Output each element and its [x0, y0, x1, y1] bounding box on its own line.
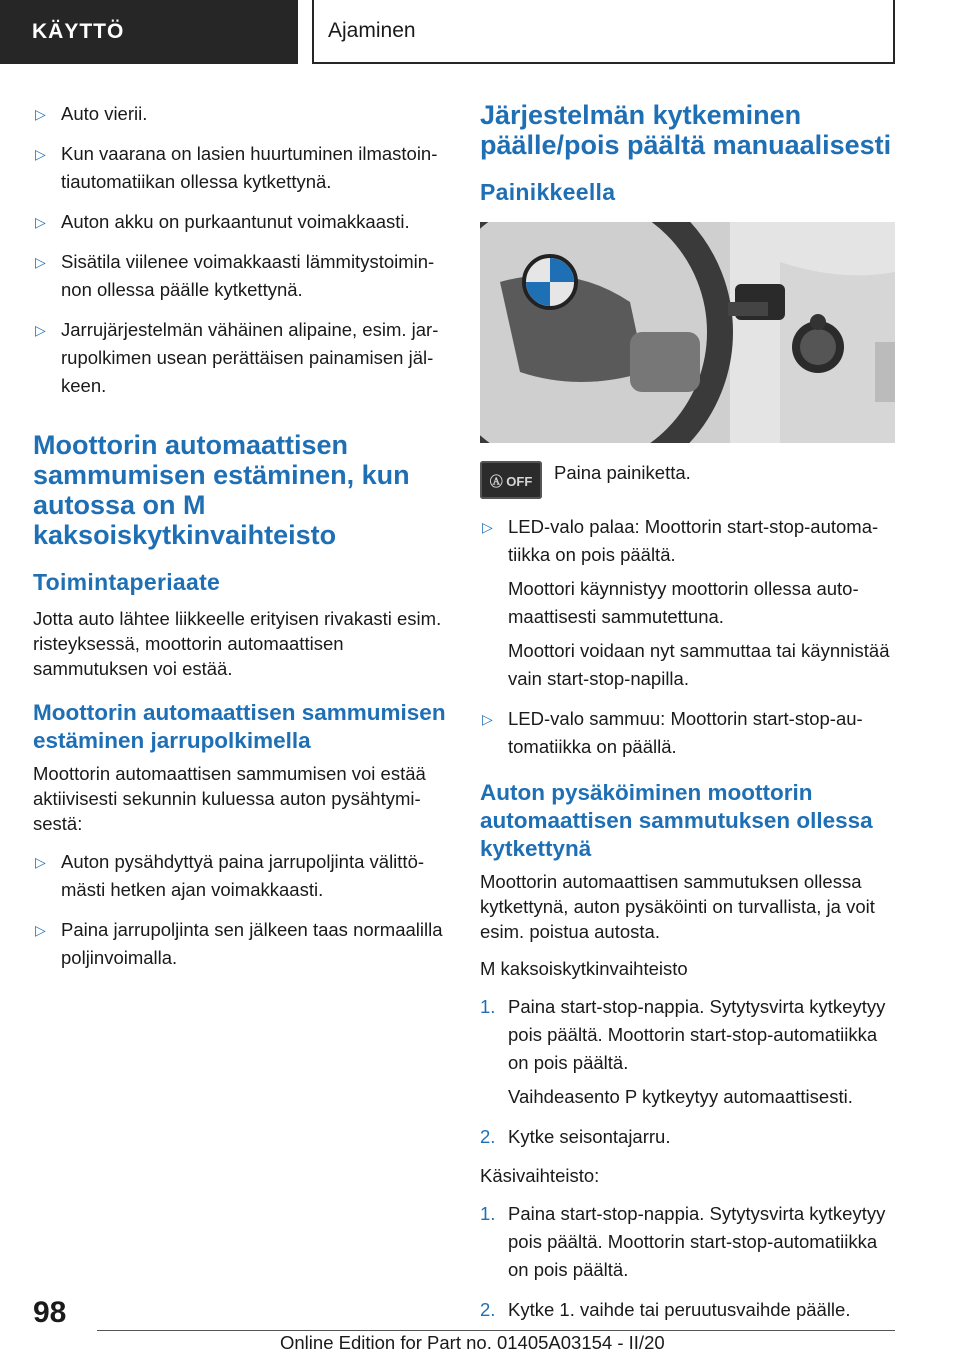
triangle-bullet-icon: ▷ [35, 322, 46, 338]
triangle-bullet-icon: ▷ [482, 519, 493, 535]
paragraph: Moottorin automaattisen sammutuksen ollessa kytkettynä, auton pysäköinti on turvallista, ja voit esim. poistua autosta. [480, 871, 875, 942]
paragraph: Käsivaihteisto: [480, 1165, 600, 1186]
triangle-bullet-icon: ▷ [35, 106, 46, 122]
section-tab [0, 0, 298, 64]
bullet-item: ▷ LED-valo palaa: Moottorin start-stop-automatiikka on pois päältä. Moottori käynnistyy moottorin ollessa automaattisesti sammutettuna. Moottori voidaan nyt sammuttaa tai käynnistää vain start-stop-napilla. [480, 513, 898, 693]
bullet-item: ▷ Auto vierii. [33, 100, 448, 128]
section-heading: Järjestelmän kytkeminen päälle/pois päältä manuaalisesti [480, 100, 892, 160]
page-number: 98 [33, 1296, 67, 1329]
section-title: KÄYTTÖ [32, 20, 125, 43]
bullet-item: ▷ Paina jarrupoljinta sen jälkeen taas normaalilla poljinvoimalla. [33, 916, 448, 972]
auto-start-stop-off-icon: Ⓐ OFF [480, 461, 542, 499]
subsection-heading: Moottorin automaattisen sammumisen estäminen jarrupolkimella [33, 700, 446, 753]
steering-wheel-photo [480, 222, 895, 443]
bullet-item: ▷ Jarrujärjestelmän vähäinen alipaine, esim. jarrupolkimen usean perättäisen painamisen jälkeen. [33, 316, 448, 400]
bullet-item: ▷ Auton akku on purkaantunut voimakkaasti. [33, 208, 448, 236]
left-column [33, 100, 448, 984]
edition-footer: Online Edition for Part no. 01405A03154 - II/20 [280, 1332, 665, 1353]
numbered-item: 1. Paina start-stop-nappia. Sytytysvirta kytkeytyy pois päältä. Moottorin start-stop-automatiikka on pois päältä. [480, 1203, 886, 1280]
triangle-bullet-icon: ▷ [482, 711, 493, 727]
triangle-bullet-icon: ▷ [35, 854, 46, 870]
paragraph: M kaksoiskytkinvaihteisto [480, 958, 688, 979]
chapter-tab [312, 0, 895, 64]
footer-divider [97, 1330, 895, 1331]
bullet-item: ▷ Kun vaarana on lasien huurtuminen ilmastointiautomatiikan ollessa kytkettynä. [33, 140, 448, 196]
numbered-item: 1. Paina start-stop-nappia. Sytytysvirta kytkeytyy pois päältä. Moottorin start-stop-automatiikka on pois päältä. Vaihdeasento P kytkeytyy automaattisesti. [480, 996, 886, 1107]
chapter-title: Ajaminen [328, 19, 416, 42]
button-caption: Paina painiketta. [554, 462, 691, 483]
numbered-item: 2. Kytke seisontajarru. [480, 1126, 671, 1147]
triangle-bullet-icon: ▷ [35, 254, 46, 270]
bullet-item: ▷ Sisätila viilenee voimakkaasti lämmitystoiminnon ollessa päälle kytkettynä. [33, 248, 448, 304]
steering-wheel-illustration [480, 222, 895, 443]
triangle-bullet-icon: ▷ [35, 922, 46, 938]
triangle-bullet-icon: ▷ [35, 214, 46, 230]
subsection-heading: Auton pysäköiminen moottorin automaattisen sammutuksen ollessa kytkettynä [480, 780, 873, 861]
subsection-heading: Toimintaperiaate [33, 569, 221, 595]
right-column [480, 100, 898, 1336]
paragraph: Jotta auto lähtee liikkeelle erityisen rivakasti esim. risteyksessä, moottorin automaattisen sammutuksen voi estää. [33, 608, 442, 679]
auto-start-stop-button-row [480, 461, 898, 499]
bullet-item: ▷ Auton pysähdyttyä paina jarrupoljinta välittömästi hetken ajan voimakkaasti. [33, 848, 448, 904]
bullet-item: ▷ LED-valo sammuu: Moottorin start-stop-automatiikka on päällä. [480, 705, 898, 761]
subsection-heading: Painikkeella [480, 179, 616, 205]
triangle-bullet-icon: ▷ [35, 146, 46, 162]
numbered-item: 2. Kytke 1. vaihde tai peruutusvaihde päälle. [480, 1299, 851, 1320]
paragraph: Moottorin automaattisen sammumisen voi estää aktiivisesti sekunnin kuluessa auton pysähtymisestä: [33, 763, 426, 834]
section-heading: Moottorin automaattisen sammumisen estäminen, kun autossa on M kaksoiskytkinvaihteisto [33, 430, 410, 550]
